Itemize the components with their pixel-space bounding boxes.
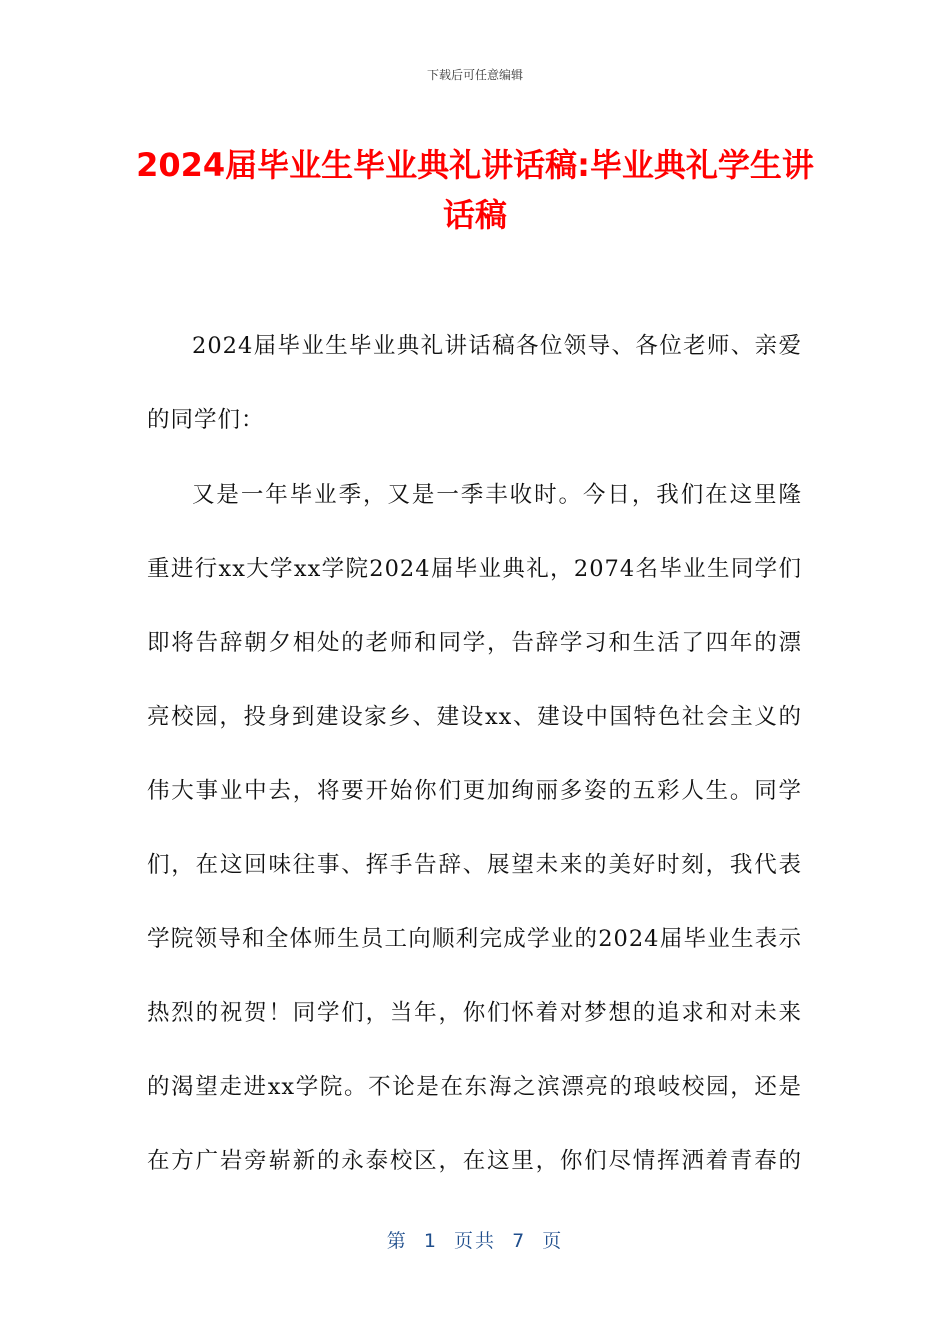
paragraph-line: 的渴望走进xx学院。不论是在东海之滨漂亮的琅岐校园，还是 <box>147 1074 802 1100</box>
paragraph-line: 重进行xx大学xx学院2024届毕业典礼，2074名毕业生同学们 <box>147 556 802 582</box>
paragraph-line: 又是一年毕业季，又是一季丰收时。今日，我们在这里隆 <box>192 482 802 508</box>
document-title: 2024届毕业生毕业典礼讲话稿:毕业典礼学生讲话稿 <box>136 146 814 234</box>
paragraph-line: 亮校园，投身到建设家乡、建设xx、建设中国特色社会主义的 <box>147 704 802 730</box>
header-note: 下载后可任意编辑 <box>426 68 523 82</box>
paragraph-line: 在方广岩旁崭新的永泰校区，在这里，你们尽情挥洒着青春的 <box>147 1148 802 1174</box>
paragraph-1 <box>147 309 802 457</box>
paragraph-line: 们，在这回味往事、挥手告辞、展望未来的美好时刻，我代表 <box>147 852 802 878</box>
paragraph-line: 伟大事业中去，将要开始你们更加绚丽多姿的五彩人生。同学 <box>147 778 802 804</box>
paragraph-line: 即将告辞朝夕相处的老师和同学，告辞学习和生活了四年的漂 <box>147 630 802 656</box>
paragraph-line: 2024届毕业生毕业典礼讲话稿各位领导、各位老师、亲爱 <box>192 333 802 359</box>
page-footer: 第 1 页共 7 页 <box>386 1230 564 1252</box>
paragraph-line: 学院领导和全体师生员工向顺利完成学业的2024届毕业生表示 <box>147 926 802 952</box>
paragraph-line: 的同学们： <box>147 407 265 433</box>
paragraph-2 <box>147 458 802 1198</box>
paragraph-line: 热烈的祝贺！同学们，当年，你们怀着对梦想的追求和对未来 <box>147 1000 802 1026</box>
